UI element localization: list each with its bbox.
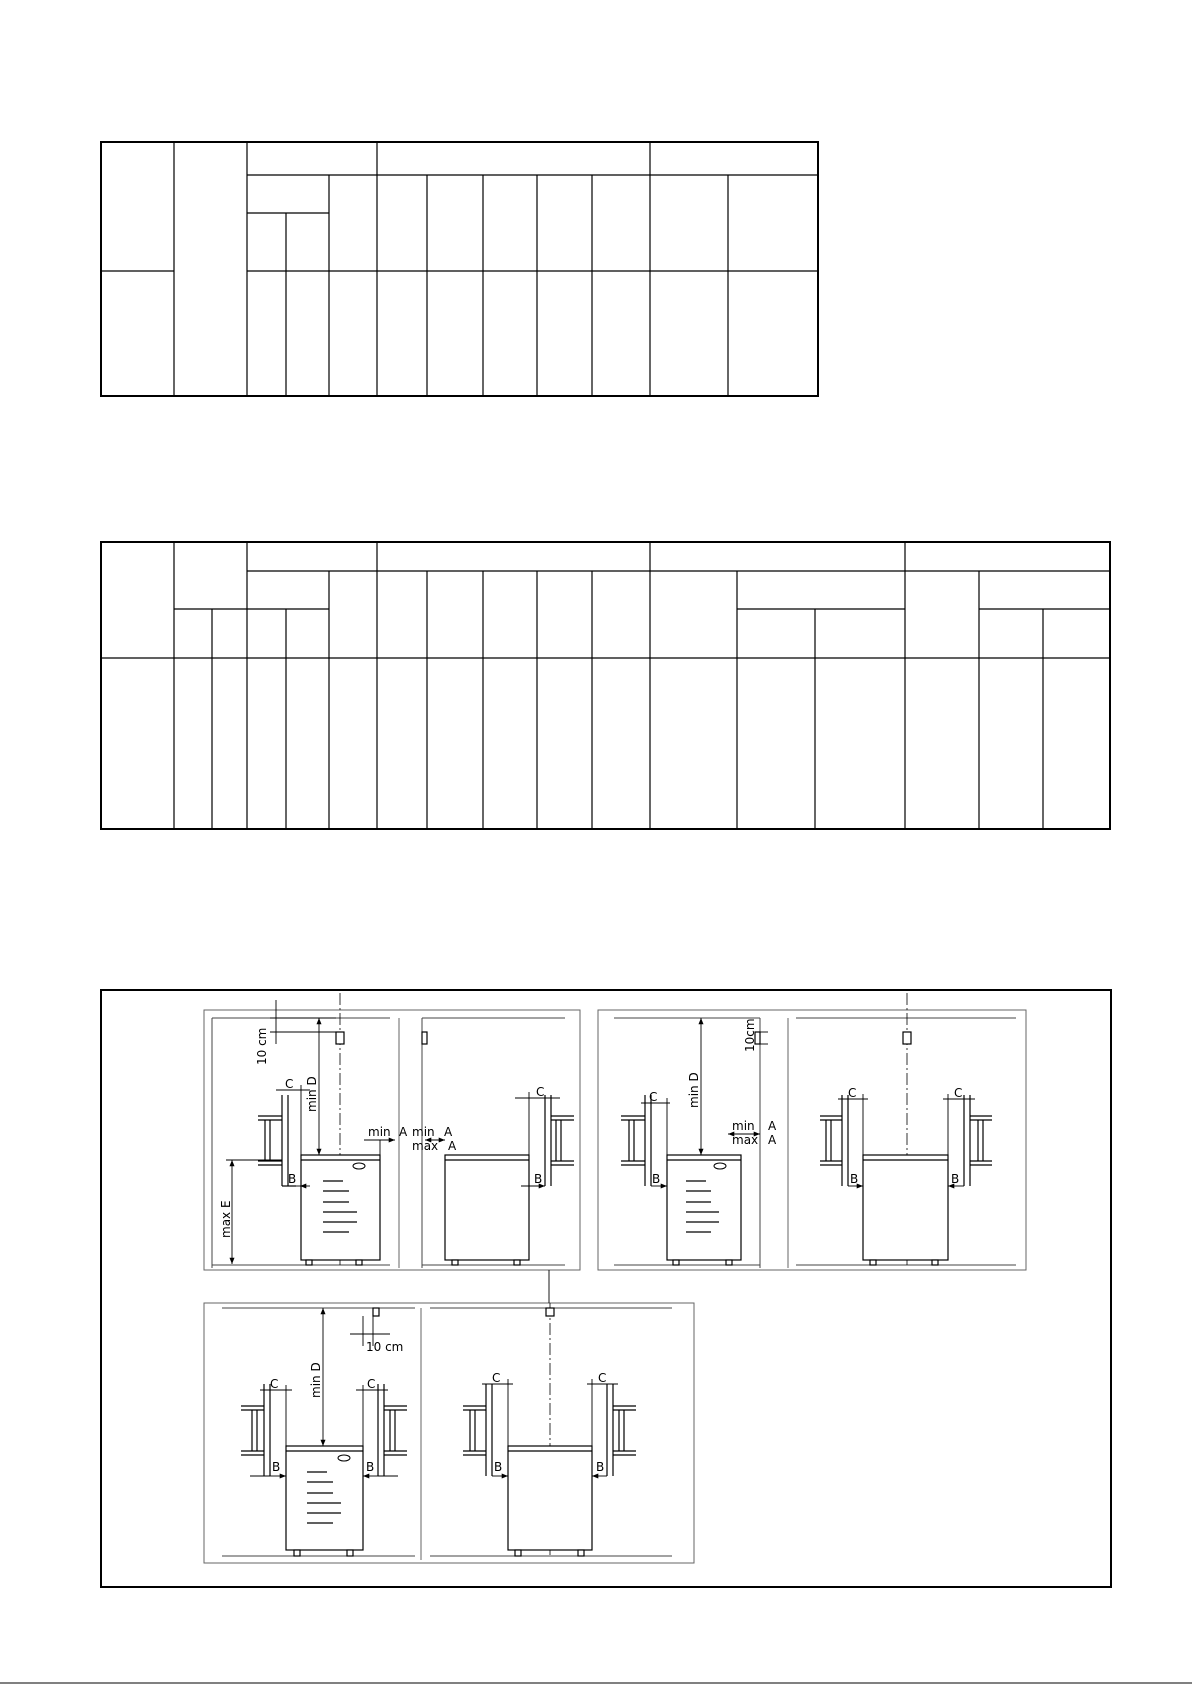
c-label: C	[367, 1377, 376, 1391]
b-label: B	[288, 1172, 297, 1186]
c-label: C	[848, 1086, 857, 1100]
b-label: B	[596, 1460, 605, 1474]
view-3-heater-side	[614, 1018, 777, 1268]
panel-top-right	[598, 1010, 1026, 1270]
min-d-label: min D	[687, 1072, 701, 1108]
min-a-label: min	[368, 1125, 391, 1139]
b-label: B	[652, 1172, 661, 1186]
c-label: C	[598, 1371, 607, 1385]
min-d-label: min D	[305, 1076, 319, 1112]
view-6-heater-front	[430, 1303, 672, 1556]
b-label: B	[272, 1460, 281, 1474]
a-label: A	[444, 1125, 453, 1139]
c-label: C	[492, 1371, 501, 1385]
ten-cm-label: 10 cm	[255, 1027, 269, 1065]
b-label: B	[850, 1172, 859, 1186]
min-a-label: min	[412, 1125, 435, 1139]
table-1	[101, 142, 818, 396]
min-a-label: min	[732, 1119, 755, 1133]
table-2	[101, 542, 1110, 829]
b-label: B	[951, 1172, 960, 1186]
panel-bottom	[204, 1303, 694, 1563]
min-d-label: min D	[309, 1362, 323, 1398]
max-e-label: max E	[219, 1200, 233, 1238]
c-label: C	[536, 1085, 545, 1099]
c-label: C	[649, 1090, 658, 1104]
installation-diagram	[101, 990, 1111, 1587]
view-1-heater-side	[212, 993, 408, 1268]
b-label: B	[366, 1460, 375, 1474]
view-5-heater-side	[222, 1308, 415, 1556]
ten-cm-label: 10cm	[743, 1018, 757, 1052]
view-4-heater-front	[796, 993, 1016, 1265]
b-label: B	[534, 1172, 543, 1186]
c-label: C	[285, 1077, 294, 1091]
max-a-label: max	[412, 1139, 439, 1153]
ten-cm-label: 10 cm	[366, 1340, 404, 1354]
view-2-heater-front	[412, 1018, 574, 1268]
a-label: A	[399, 1125, 408, 1139]
c-label: C	[954, 1086, 963, 1100]
a-label: A	[768, 1133, 777, 1147]
a-label: A	[768, 1119, 777, 1133]
c-label: C	[270, 1377, 279, 1391]
a-label: A	[448, 1139, 457, 1153]
max-a-label: max	[732, 1133, 759, 1147]
b-label: B	[494, 1460, 503, 1474]
